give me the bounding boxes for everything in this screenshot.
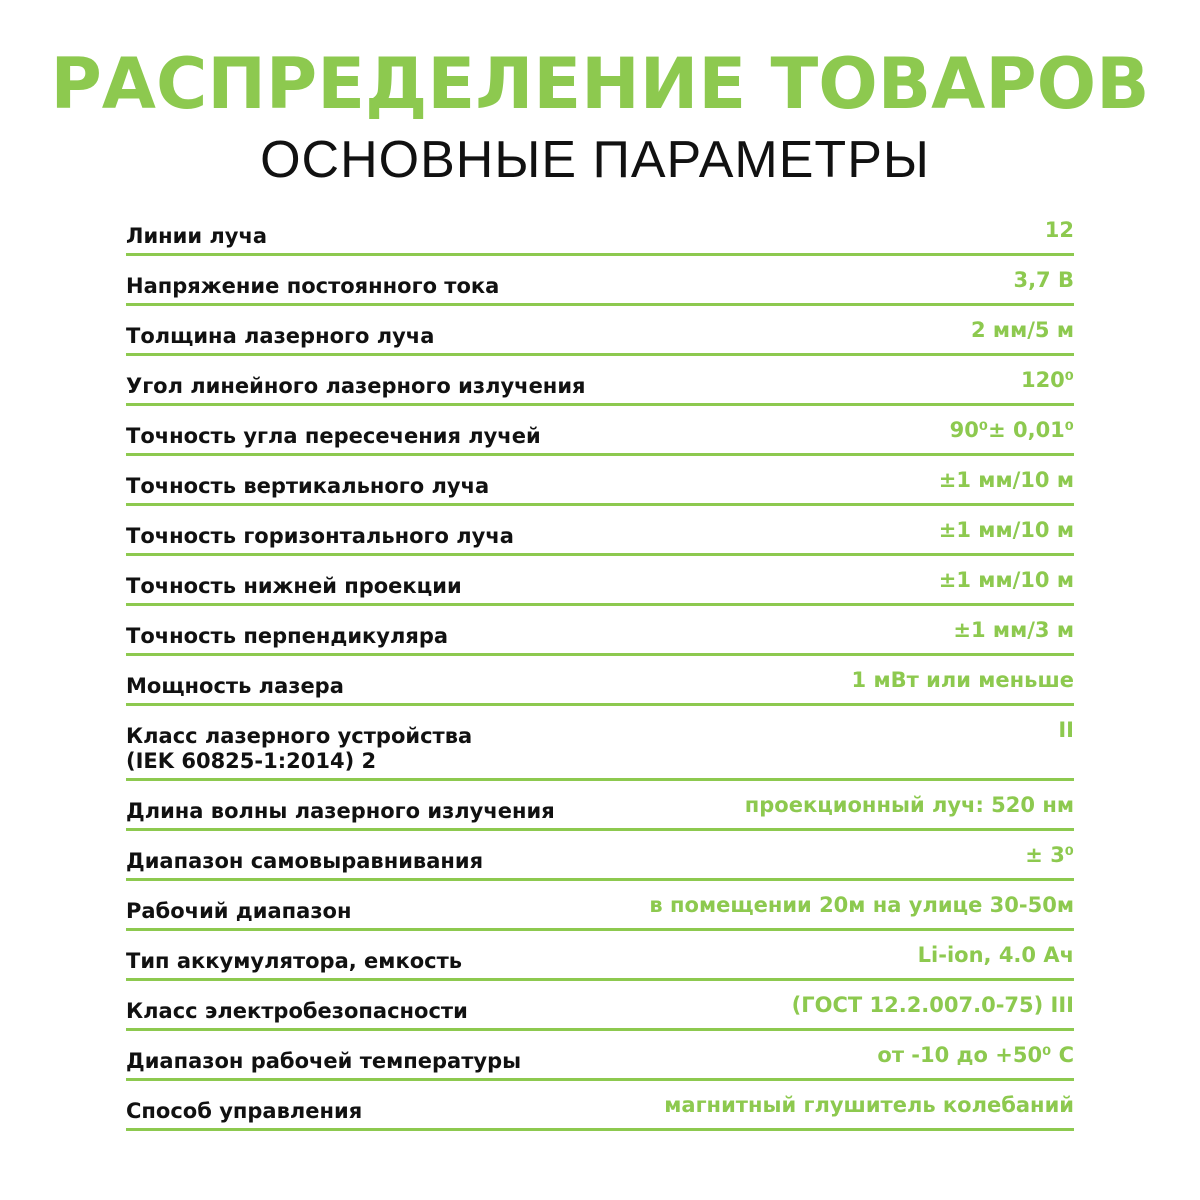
- spec-label: Напряжение постоянного тока: [126, 274, 500, 298]
- spec-label: Мощность лазера: [126, 674, 344, 698]
- spec-value: 3,7 В: [1013, 268, 1074, 292]
- spec-value: ±1 мм/10 м: [938, 518, 1074, 542]
- spec-value: II: [1058, 718, 1074, 742]
- spec-label: Тип аккумулятора, емкость: [126, 949, 463, 973]
- spec-label: Способ управления: [126, 1099, 363, 1123]
- spec-label: Точность перпендикуляра: [126, 624, 449, 648]
- spec-value: ±1 мм/10 м: [938, 568, 1074, 592]
- spec-label: Точность нижней проекции: [126, 574, 462, 598]
- spec-row: [126, 656, 1074, 706]
- spec-row: [126, 406, 1074, 456]
- spec-row: [126, 306, 1074, 356]
- spec-label: Угол линейного лазерного излучения: [126, 374, 586, 398]
- spec-value: проекционный луч: 520 нм: [744, 793, 1074, 817]
- spec-row: [126, 881, 1074, 931]
- page-title: РАСПРЕДЕЛЕНИЕ ТОВАРОВ: [50, 43, 1150, 125]
- spec-label: Класс электробезопасности: [126, 999, 468, 1023]
- spec-label: Длина волны лазерного излучения: [126, 799, 555, 823]
- spec-row: [126, 706, 1074, 781]
- spec-row: [126, 1081, 1074, 1131]
- spec-value: ± 3⁰: [1025, 843, 1074, 867]
- spec-value: 12: [1044, 218, 1074, 242]
- spec-label: Точность вертикального луча: [126, 474, 490, 498]
- spec-value: 90⁰± 0,01⁰: [949, 418, 1074, 442]
- spec-value: от -10 до +50⁰ С: [877, 1043, 1074, 1067]
- spec-label: Точность угла пересечения лучей: [126, 424, 541, 448]
- spec-row: [126, 981, 1074, 1031]
- spec-label: Толщина лазерного луча: [126, 324, 435, 348]
- spec-label: Точность горизонтального луча: [126, 524, 514, 548]
- spec-table: [126, 206, 1074, 1131]
- spec-value: в помещении 20м на улице 30-50м: [649, 893, 1074, 917]
- spec-row: [126, 831, 1074, 881]
- spec-value: 1 мВт или меньше: [851, 668, 1074, 692]
- spec-row: [126, 206, 1074, 256]
- spec-value: 120⁰: [1020, 368, 1074, 392]
- spec-value: Li-ion, 4.0 Ач: [917, 943, 1074, 967]
- spec-value: ±1 мм/10 м: [938, 468, 1074, 492]
- spec-value: 2 мм/5 м: [970, 318, 1074, 342]
- spec-label: Диапазон самовыравнивания: [126, 849, 484, 873]
- spec-value: (ГОСТ 12.2.007.0-75) III: [791, 993, 1074, 1017]
- spec-label: Класс лазерного устройства (IEK 60825-1:2014) 2: [126, 724, 473, 773]
- spec-row: [126, 456, 1074, 506]
- spec-row: [126, 256, 1074, 306]
- spec-label: Рабочий диапазон: [126, 899, 352, 923]
- spec-row: [126, 356, 1074, 406]
- spec-value: ±1 мм/3 м: [953, 618, 1074, 642]
- spec-row: [126, 781, 1074, 831]
- spec-row: [126, 1031, 1074, 1081]
- page-subtitle: ОСНОВНЫЕ ПАРАМЕТРЫ: [260, 131, 930, 189]
- spec-row: [126, 606, 1074, 656]
- spec-value: магнитный глушитель колебаний: [664, 1093, 1074, 1117]
- spec-label: Диапазон рабочей температуры: [126, 1049, 522, 1073]
- spec-row: [126, 506, 1074, 556]
- spec-label: Линии луча: [126, 224, 268, 248]
- spec-row: [126, 556, 1074, 606]
- spec-row: [126, 931, 1074, 981]
